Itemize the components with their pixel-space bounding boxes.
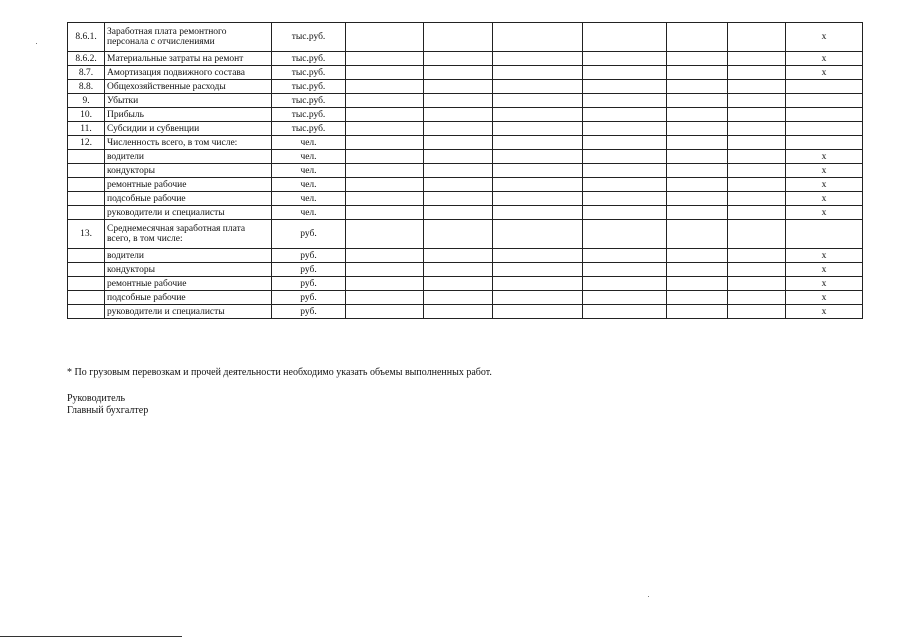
mark-cell: х bbox=[786, 66, 863, 80]
table-row bbox=[68, 150, 863, 164]
unit-cell: чел. bbox=[272, 178, 346, 192]
indicator-name: Численность всего, в том числе: bbox=[105, 136, 272, 150]
unit-cell: чел. bbox=[272, 150, 346, 164]
value-cell bbox=[583, 136, 667, 150]
unit-cell: тыс.руб. bbox=[272, 80, 346, 94]
value-cell bbox=[424, 122, 493, 136]
table-row bbox=[68, 178, 863, 192]
value-cell bbox=[493, 94, 583, 108]
value-cell bbox=[728, 150, 786, 164]
unit-cell: чел. bbox=[272, 164, 346, 178]
value-cell bbox=[667, 192, 728, 206]
unit-cell: руб. bbox=[272, 220, 346, 249]
value-cell bbox=[728, 136, 786, 150]
value-cell bbox=[583, 23, 667, 52]
mark-cell: х bbox=[786, 277, 863, 291]
value-cell bbox=[346, 52, 424, 66]
value-cell bbox=[667, 23, 728, 52]
mark-cell bbox=[786, 122, 863, 136]
unit-cell: чел. bbox=[272, 192, 346, 206]
indicator-name: ремонтные рабочие bbox=[105, 178, 272, 192]
value-cell bbox=[424, 249, 493, 263]
value-cell bbox=[583, 291, 667, 305]
table-row bbox=[68, 94, 863, 108]
indicator-name: Общехозяйственные расходы bbox=[105, 80, 272, 94]
unit-cell: тыс.руб. bbox=[272, 94, 346, 108]
unit-cell: чел. bbox=[272, 136, 346, 150]
indicator-name: кондукторы bbox=[105, 263, 272, 277]
unit-cell: тыс.руб. bbox=[272, 66, 346, 80]
value-cell bbox=[667, 249, 728, 263]
value-cell bbox=[583, 206, 667, 220]
value-cell bbox=[583, 80, 667, 94]
value-cell bbox=[424, 192, 493, 206]
value-cell bbox=[346, 136, 424, 150]
value-cell bbox=[667, 122, 728, 136]
table-row bbox=[68, 263, 863, 277]
footnote: * По грузовым перевозкам и прочей деятельности необходимо указать объемы выполненных работ. bbox=[67, 367, 492, 378]
value-cell bbox=[424, 52, 493, 66]
value-cell bbox=[583, 263, 667, 277]
value-cell bbox=[728, 178, 786, 192]
row-number: 8.6.1. bbox=[68, 23, 105, 52]
value-cell bbox=[583, 164, 667, 178]
value-cell bbox=[583, 52, 667, 66]
value-cell bbox=[424, 178, 493, 192]
indicator-name: ремонтные рабочие bbox=[105, 277, 272, 291]
mark-cell: х bbox=[786, 305, 863, 319]
value-cell bbox=[346, 94, 424, 108]
indicator-name: руководители и специалисты bbox=[105, 305, 272, 319]
value-cell bbox=[728, 263, 786, 277]
value-cell bbox=[667, 150, 728, 164]
unit-cell: чел. bbox=[272, 206, 346, 220]
value-cell bbox=[493, 220, 583, 249]
report-table bbox=[67, 22, 863, 319]
indicator-name: Субсидии и субвенции bbox=[105, 122, 272, 136]
unit-cell: руб. bbox=[272, 305, 346, 319]
table-row bbox=[68, 305, 863, 319]
indicator-name: кондукторы bbox=[105, 164, 272, 178]
indicator-name: Амортизация подвижного состава bbox=[105, 66, 272, 80]
table-row bbox=[68, 220, 863, 249]
value-cell bbox=[728, 122, 786, 136]
row-number bbox=[68, 305, 105, 319]
row-number bbox=[68, 249, 105, 263]
unit-cell: тыс.руб. bbox=[272, 52, 346, 66]
value-cell bbox=[583, 305, 667, 319]
value-cell bbox=[424, 136, 493, 150]
value-cell bbox=[667, 178, 728, 192]
indicator-name: Прибыль bbox=[105, 108, 272, 122]
indicator-name: водители bbox=[105, 249, 272, 263]
value-cell bbox=[424, 164, 493, 178]
mark-cell: х bbox=[786, 206, 863, 220]
value-cell bbox=[346, 220, 424, 249]
value-cell bbox=[424, 263, 493, 277]
value-cell bbox=[583, 108, 667, 122]
value-cell bbox=[667, 94, 728, 108]
value-cell bbox=[583, 178, 667, 192]
table-row bbox=[68, 164, 863, 178]
indicator-name: Убытки bbox=[105, 94, 272, 108]
value-cell bbox=[728, 249, 786, 263]
unit-cell: тыс.руб. bbox=[272, 122, 346, 136]
value-cell bbox=[583, 249, 667, 263]
value-cell bbox=[493, 291, 583, 305]
value-cell bbox=[346, 164, 424, 178]
value-cell bbox=[667, 164, 728, 178]
value-cell bbox=[728, 66, 786, 80]
table-row bbox=[68, 136, 863, 150]
value-cell bbox=[667, 277, 728, 291]
unit-cell: руб. bbox=[272, 249, 346, 263]
table-row bbox=[68, 249, 863, 263]
unit-cell: тыс.руб. bbox=[272, 108, 346, 122]
value-cell bbox=[667, 52, 728, 66]
table-row bbox=[68, 192, 863, 206]
indicator-name: Среднемесячная заработная плата всего, в том числе: bbox=[105, 220, 272, 249]
value-cell bbox=[667, 263, 728, 277]
value-cell bbox=[728, 23, 786, 52]
row-number: 10. bbox=[68, 108, 105, 122]
row-number: 12. bbox=[68, 136, 105, 150]
value-cell bbox=[728, 305, 786, 319]
row-number: 11. bbox=[68, 122, 105, 136]
unit-cell: руб. bbox=[272, 277, 346, 291]
row-number bbox=[68, 206, 105, 220]
value-cell bbox=[346, 277, 424, 291]
mark-cell: х bbox=[786, 164, 863, 178]
value-cell bbox=[583, 66, 667, 80]
mark-cell: х bbox=[786, 23, 863, 52]
value-cell bbox=[667, 108, 728, 122]
value-cell bbox=[667, 291, 728, 305]
mark-cell bbox=[786, 80, 863, 94]
scan-edge-line bbox=[0, 636, 182, 637]
mark-cell: х bbox=[786, 150, 863, 164]
report-table-body bbox=[68, 23, 863, 319]
value-cell bbox=[583, 150, 667, 164]
value-cell bbox=[728, 192, 786, 206]
unit-cell: руб. bbox=[272, 263, 346, 277]
indicator-name: Материальные затраты на ремонт bbox=[105, 52, 272, 66]
value-cell bbox=[667, 136, 728, 150]
value-cell bbox=[346, 108, 424, 122]
row-number: 13. bbox=[68, 220, 105, 249]
indicator-name: руководители и специалисты bbox=[105, 206, 272, 220]
value-cell bbox=[493, 66, 583, 80]
value-cell bbox=[424, 305, 493, 319]
value-cell bbox=[424, 291, 493, 305]
unit-cell: тыс.руб. bbox=[272, 23, 346, 52]
value-cell bbox=[493, 122, 583, 136]
value-cell bbox=[424, 80, 493, 94]
value-cell bbox=[583, 122, 667, 136]
value-cell bbox=[493, 80, 583, 94]
table-row bbox=[68, 108, 863, 122]
value-cell bbox=[346, 122, 424, 136]
value-cell bbox=[424, 108, 493, 122]
mark-cell bbox=[786, 94, 863, 108]
row-number bbox=[68, 164, 105, 178]
value-cell bbox=[667, 66, 728, 80]
value-cell bbox=[583, 220, 667, 249]
value-cell bbox=[728, 94, 786, 108]
row-number: 8.8. bbox=[68, 80, 105, 94]
mark-cell bbox=[786, 220, 863, 249]
value-cell bbox=[728, 277, 786, 291]
value-cell bbox=[424, 277, 493, 291]
table-row bbox=[68, 277, 863, 291]
value-cell bbox=[493, 263, 583, 277]
value-cell bbox=[493, 164, 583, 178]
table-row bbox=[68, 23, 863, 52]
row-number bbox=[68, 150, 105, 164]
value-cell bbox=[346, 150, 424, 164]
row-number: 8.6.2. bbox=[68, 52, 105, 66]
value-cell bbox=[424, 94, 493, 108]
value-cell bbox=[424, 206, 493, 220]
table-row bbox=[68, 66, 863, 80]
value-cell bbox=[424, 23, 493, 52]
row-number bbox=[68, 263, 105, 277]
value-cell bbox=[728, 291, 786, 305]
table-row bbox=[68, 80, 863, 94]
indicator-name: Заработная плата ремонтного персонала с отчислениями bbox=[105, 23, 272, 52]
value-cell bbox=[583, 192, 667, 206]
indicator-name: водители bbox=[105, 150, 272, 164]
table-row bbox=[68, 122, 863, 136]
value-cell bbox=[346, 206, 424, 220]
value-cell bbox=[728, 206, 786, 220]
value-cell bbox=[346, 178, 424, 192]
scan-speck bbox=[648, 596, 649, 597]
scan-speck bbox=[36, 43, 37, 44]
value-cell bbox=[424, 150, 493, 164]
row-number bbox=[68, 192, 105, 206]
value-cell bbox=[667, 206, 728, 220]
value-cell bbox=[493, 136, 583, 150]
row-number bbox=[68, 291, 105, 305]
value-cell bbox=[728, 164, 786, 178]
value-cell bbox=[346, 80, 424, 94]
value-cell bbox=[667, 305, 728, 319]
value-cell bbox=[346, 23, 424, 52]
table-row bbox=[68, 291, 863, 305]
value-cell bbox=[583, 277, 667, 291]
value-cell bbox=[493, 23, 583, 52]
value-cell bbox=[493, 192, 583, 206]
mark-cell: х bbox=[786, 291, 863, 305]
signature-head: Руководитель bbox=[67, 393, 126, 404]
value-cell bbox=[728, 220, 786, 249]
indicator-name: подсобные рабочие bbox=[105, 291, 272, 305]
value-cell bbox=[424, 66, 493, 80]
mark-cell: х bbox=[786, 192, 863, 206]
signature-chief-accountant: Главный бухгалтер bbox=[67, 405, 149, 416]
value-cell bbox=[346, 305, 424, 319]
value-cell bbox=[728, 52, 786, 66]
value-cell bbox=[493, 206, 583, 220]
value-cell bbox=[346, 249, 424, 263]
table-row bbox=[68, 206, 863, 220]
value-cell bbox=[667, 80, 728, 94]
mark-cell: х bbox=[786, 178, 863, 192]
row-number: 8.7. bbox=[68, 66, 105, 80]
value-cell bbox=[728, 108, 786, 122]
unit-cell: руб. bbox=[272, 291, 346, 305]
row-number bbox=[68, 277, 105, 291]
value-cell bbox=[346, 66, 424, 80]
value-cell bbox=[493, 108, 583, 122]
mark-cell bbox=[786, 108, 863, 122]
value-cell bbox=[493, 150, 583, 164]
indicator-name: подсобные рабочие bbox=[105, 192, 272, 206]
mark-cell: х bbox=[786, 249, 863, 263]
value-cell bbox=[667, 220, 728, 249]
value-cell bbox=[346, 192, 424, 206]
row-number bbox=[68, 178, 105, 192]
table-row bbox=[68, 52, 863, 66]
mark-cell: х bbox=[786, 263, 863, 277]
value-cell bbox=[493, 305, 583, 319]
value-cell bbox=[493, 178, 583, 192]
mark-cell bbox=[786, 136, 863, 150]
value-cell bbox=[493, 249, 583, 263]
row-number: 9. bbox=[68, 94, 105, 108]
value-cell bbox=[424, 220, 493, 249]
value-cell bbox=[728, 80, 786, 94]
value-cell bbox=[493, 277, 583, 291]
mark-cell: х bbox=[786, 52, 863, 66]
value-cell bbox=[346, 263, 424, 277]
value-cell bbox=[583, 94, 667, 108]
value-cell bbox=[493, 52, 583, 66]
value-cell bbox=[346, 291, 424, 305]
